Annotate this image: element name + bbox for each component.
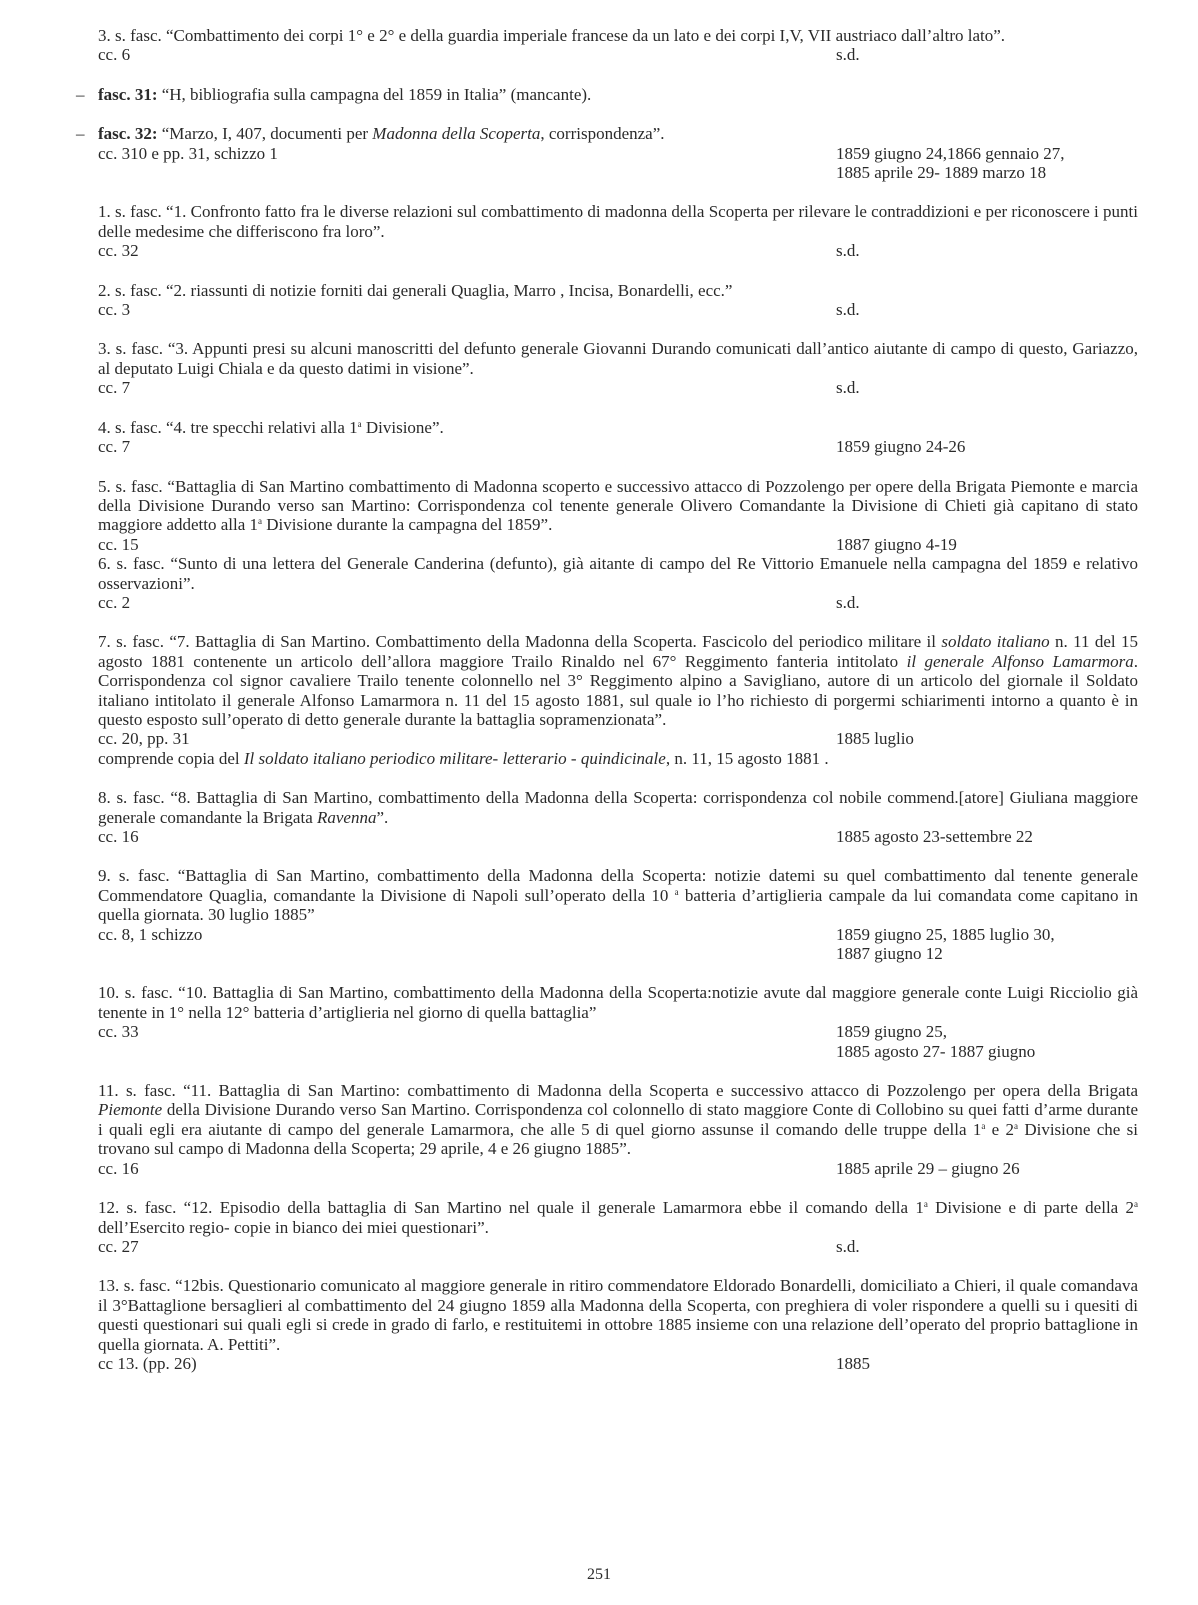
- entry-description: 7. s. fasc. “7. Battaglia di San Martino. Combattimento della Madonna della Scoperta. Fascicolo del periodico militare il soldato italiano n. 11 del 15 agosto 1881 contenente un articolo dell’allora maggiore Trailo Rinaldo nel 67° Reggimento fanteria intitolato il generale Alfonso Lamarmora. Corrispondenza col signor cavaliere Trailo tenente colonnello nel 3° Reggimento alpino a Savigliano, autore di un articolo del giornale il Soldato italiano intitolato il generale Alfonso Lamarmora n. 11 del 15 agosto 1881, sul quale io l’ho richiesto di porgermi schiarimenti intorno a quanto è in questo esposto sull’operato di detto generale durante la battaglia sopramenzionata”.: [98, 632, 1138, 729]
- entry-date: s.d.: [836, 378, 860, 398]
- entry-description: 8. s. fasc. “8. Battaglia di San Martino, combattimento della Madonna della Scoperta: corrispondenza col nobile commend.[atore] Giuliana maggiore generale comandante la Brigata Ravenna”.: [98, 788, 1138, 827]
- entry-description: 13. s. fasc. “12bis. Questionario comunicato al maggiore generale in ritiro commendatore Eldorado Bonardelli, domiciliato a Chieri, il quale comandava il 3°Battaglione bersaglieri al combattimento del 24 giugno 1859 alla Madonna della Scoperta, con preghiera di voler rispondere a quelli su i quesiti di questi questionari sui quali egli si crede in grado di farlo, e restituitemi in ottobre 1885 insieme con una relazione dell’operato del proprio battaglione in quella giornata. A. Pettiti”.: [98, 1276, 1138, 1354]
- entry-meta: [98, 1237, 1138, 1256]
- entry-description: fasc. 31: “H, bibliografia sulla campagna del 1859 in Italia” (mancante).: [98, 84, 592, 104]
- entry-meta: [98, 925, 1138, 964]
- entry-description: 9. s. fasc. “Battaglia di San Martino, combattimento della Madonna della Scoperta: notizie datemi su quel combattimento dal tenente generale Commendatore Quaglia, comandante la Divisione di Napoli sull’operato della 10 $^a$ batteria d’artiglieria campale da lui comandata come capitano in quella giornata. 30 luglio 1885”: [98, 866, 1138, 925]
- entry-fascicolo-32: [76, 124, 1138, 183]
- entry-extent: cc. 33: [98, 1022, 139, 1042]
- fascicolo-label: fasc. 31:: [98, 84, 158, 104]
- entry-date: s.d.: [836, 45, 860, 65]
- entry-extent: cc. 7: [98, 437, 131, 457]
- entry-extent: cc. 310 e pp. 31, schizzo 1: [98, 143, 278, 163]
- entry-sottofascicolo-7: [98, 632, 1138, 768]
- entry-description: 11. s. fasc. “11. Battaglia di San Martino: combattimento di Madonna della Scoperta e successivo attacco di Pozzolengo per opera della Brigata Piemonte della Divisione Durando verso San Martino. Corrispondenza col colonnello di stato maggiore Conte di Collobino su quei fatti d’arme durante i quali egli era aiutante di campo del generale Lamarmora, che alle 5 di quel giorno assunse il comando delle truppe della 1$^a$ e 2$^a$ Divisione che si trovano sul campo di Madonna della Scoperta; 29 aprile, 4 e 26 giugno 1885”.: [98, 1081, 1138, 1159]
- entry-date: 1885 agosto 23-settembre 22: [836, 827, 1033, 846]
- entry-description: 1. s. fasc. “1. Confronto fatto fra le diverse relazioni sul combattimento di madonna della Scoperta per rilevare le contraddizioni e per riconoscere i punti delle medesime che differiscono fra loro”.: [98, 202, 1138, 241]
- entry-meta: [98, 378, 1138, 397]
- entry-date: 1885 aprile 29 – giugno 26: [836, 1158, 1020, 1178]
- entry-sottofascicolo-9: [98, 866, 1138, 963]
- entry-extent: cc. 7: [98, 378, 131, 398]
- entry-sottofascicolo-8: [98, 788, 1138, 846]
- entry-top-sottofascicolo-3: [98, 26, 1138, 65]
- entry-sottofascicolo-12: [98, 1198, 1138, 1256]
- entry-meta: [98, 535, 1138, 554]
- entry-extent: cc. 16: [98, 827, 139, 846]
- entry-sottofascicolo-10: [98, 983, 1138, 1061]
- entry-description: 3. s. fasc. “3. Appunti presi su alcuni manoscritti del defunto generale Giovanni Durando comunicati dall’antico aiutante di campo di questo, Gariazzo, al deputato Luigi Chiala e da questo datimi in visione”.: [98, 339, 1138, 378]
- entry-date: 1885: [836, 1353, 870, 1373]
- entry-sottofascicolo-4: [98, 418, 1138, 457]
- entry-meta: [98, 729, 1138, 748]
- entry-date: 1859 giugno 25, 1885 luglio 30, 1887 giugno 12: [836, 924, 1055, 964]
- entry-extent: cc. 16: [98, 1158, 139, 1178]
- entry-date: 1859 giugno 24-26: [836, 437, 966, 457]
- entry-meta: [98, 241, 1138, 260]
- entry-extent: cc. 8, 1 schizzo: [98, 924, 203, 944]
- entry-description: 4. s. fasc. “4. tre specchi relativi alla 1$^a$ Divisione”.: [98, 417, 444, 437]
- entry-description: 12. s. fasc. “12. Episodio della battaglia di San Martino nel quale il generale Lamarmora ebbe il comando della 1$^a$ Divisione e di parte della 2$^a$ dell’Esercito regio- copie in bianco dei miei questionari”.: [98, 1198, 1138, 1237]
- entry-meta: [98, 144, 1138, 183]
- entry-fascicolo-31: [76, 84, 1138, 104]
- entry-meta: [98, 1159, 1138, 1178]
- entry-description: fasc. 32: “Marzo, I, 407, documenti per Madonna della Scoperta, corrispondenza”.: [98, 124, 665, 144]
- entry-meta: [98, 45, 1138, 64]
- entry-sottofascicolo-11: [98, 1081, 1138, 1178]
- entry-extent: cc. 20, pp. 31: [98, 729, 190, 749]
- entry-date: 1859 giugno 25, 1885 agosto 27- 1887 giugno: [836, 1022, 1036, 1061]
- entry-sottofascicolo-6: [98, 554, 1138, 612]
- list-dash: –: [76, 124, 85, 144]
- entry-date: s.d.: [836, 241, 860, 261]
- entry-extent: cc. 3: [98, 300, 131, 320]
- entry-sottofascicolo-2: [98, 281, 1138, 320]
- entry-extent: cc. 6: [98, 45, 131, 65]
- entry-description: 10. s. fasc. “10. Battaglia di San Martino, combattimento della Madonna della Scoperta:notizie avute dal maggiore generale conte Luigi Ricciolio già tenente in 1° nella 12° batteria d’artiglieria nel giorno di quella battaglia”: [98, 983, 1138, 1022]
- entry-sottofascicolo-1: [98, 202, 1138, 260]
- entry-date: s.d.: [836, 300, 860, 320]
- entry-description: 3. s. fasc. “Combattimento dei corpi 1° e 2° e della guardia imperiale francese da un lato e dei corpi I,V, VII austriaco dall’altro lato”.: [98, 26, 1006, 45]
- entry-meta: [98, 593, 1138, 612]
- entry-note: comprende copia del Il soldato italiano periodico militare- letterario - quindicinale, n. 11, 15 agosto 1881 .: [98, 748, 829, 768]
- entry-date: s.d.: [836, 592, 860, 612]
- entry-sottofascicolo-13: [98, 1276, 1138, 1373]
- document-page: [76, 26, 1138, 1393]
- entry-meta: [98, 437, 1138, 456]
- entry-description: 6. s. fasc. “Sunto di una lettera del Generale Canderina (defunto), già aitante di campo del Re Vittorio Emanuele nella campagna del 1859 e relativo osservazioni”.: [98, 554, 1138, 593]
- entry-meta: [98, 1022, 1138, 1061]
- entry-meta: [98, 300, 1138, 319]
- entry-sottofascicolo-5: [98, 477, 1138, 555]
- entry-meta: [98, 827, 1138, 846]
- page-number: 251: [587, 1566, 611, 1583]
- entry-date: 1887 giugno 4-19: [836, 534, 957, 554]
- entry-date: 1885 luglio: [836, 729, 914, 749]
- entry-extent: cc 13. (pp. 26): [98, 1353, 197, 1373]
- list-dash: –: [76, 84, 85, 104]
- entry-extent: cc. 27: [98, 1236, 139, 1256]
- entry-description: 5. s. fasc. “Battaglia di San Martino combattimento di Madonna scoperto e successivo attacco di Pozzolengo per opere della Brigata Piemonte e marcia della Divisione Durando verso san Martino: Corrispondenza col tenente generale Olivero Comandante la Divisione di Chieti già capitano di stato maggiore addetto alla 1$^a$ Divisione durante la campagna del 1859”.: [98, 476, 1138, 535]
- entry-extent: cc. 2: [98, 592, 131, 612]
- entry-date: s.d.: [836, 1236, 860, 1256]
- entry-description: 2. s. fasc. “2. riassunti di notizie forniti dai generali Quaglia, Marro , Incisa, Bonardelli, ecc.”: [98, 280, 733, 300]
- fascicolo-label: fasc. 32:: [98, 124, 158, 144]
- entry-date: 1859 giugno 24,1866 gennaio 27, 1885 aprile 29- 1889 marzo 18: [836, 143, 1065, 183]
- entry-extent: cc. 32: [98, 241, 139, 261]
- entry-sottofascicolo-3: [98, 339, 1138, 397]
- entry-meta: [98, 1354, 1138, 1373]
- entry-extent: cc. 15: [98, 534, 139, 554]
